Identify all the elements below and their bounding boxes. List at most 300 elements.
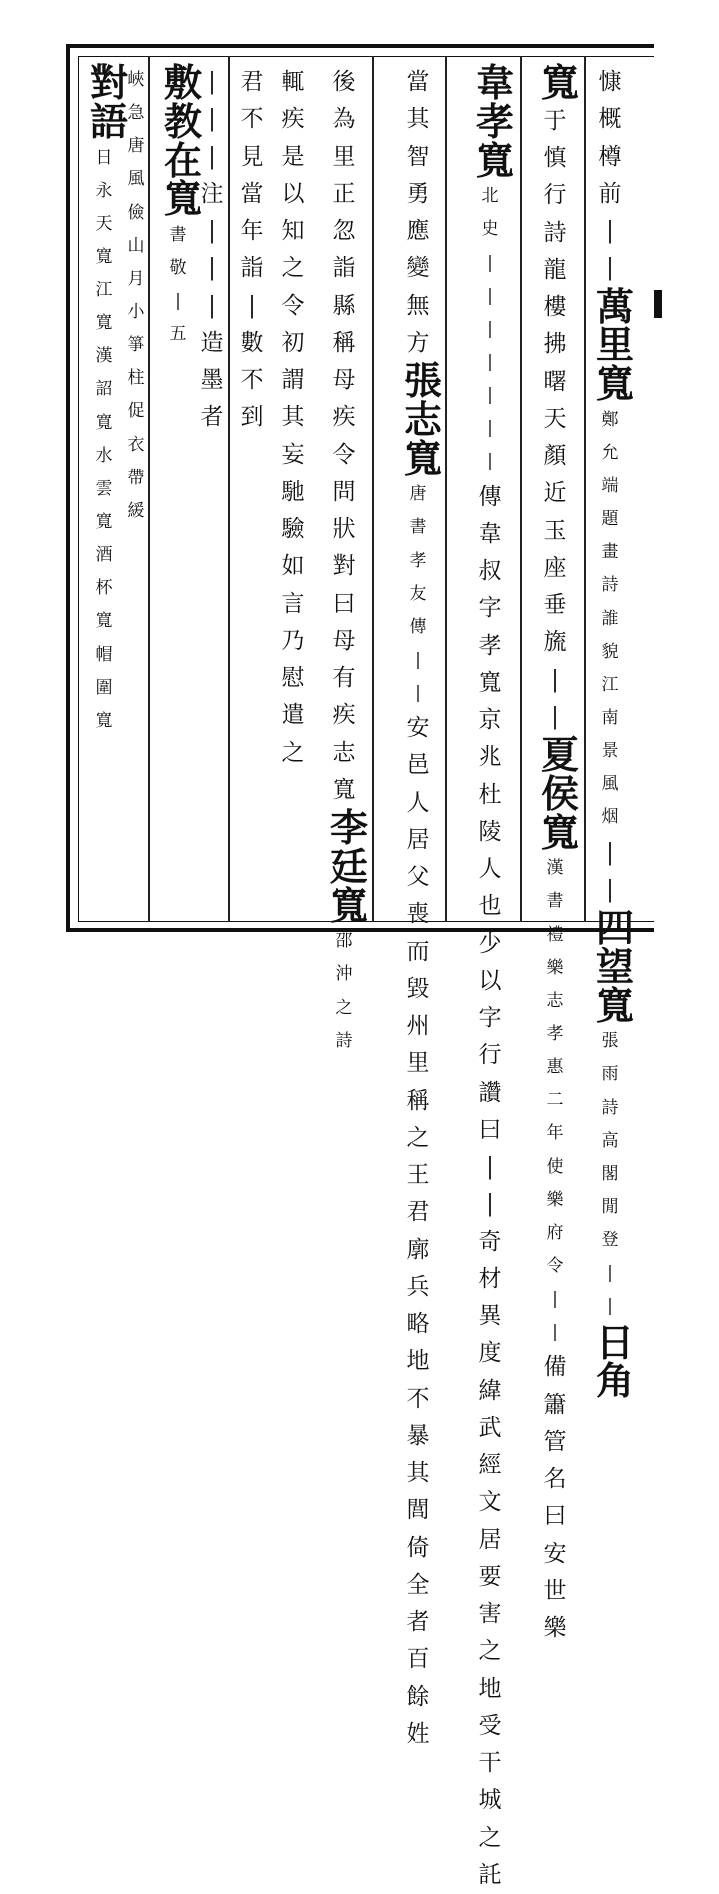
glyph: 世 <box>543 1577 567 1604</box>
glyph: 如 <box>281 553 305 580</box>
glyph: 孝 <box>546 1023 564 1044</box>
headword <box>90 60 129 144</box>
glyph: 廷 <box>330 843 369 889</box>
body-text <box>476 479 504 1894</box>
glyph: 日 <box>596 1319 635 1365</box>
glyph: 邑 <box>406 752 430 779</box>
glyph: 居 <box>406 826 430 853</box>
glyph: 應 <box>406 218 430 244</box>
glyph: 管 <box>543 1428 567 1455</box>
glyph: 行 <box>543 182 567 209</box>
glyph: 日 <box>95 147 113 168</box>
body-text <box>198 64 226 437</box>
glyph: 字 <box>478 1005 502 1032</box>
glyph: 天 <box>543 405 567 432</box>
glyph: 柱 <box>127 368 145 389</box>
glyph: 居 <box>478 1526 502 1553</box>
glyph: 樓 <box>543 294 567 320</box>
glyph: 寬 <box>476 137 515 183</box>
glyph: 韋 <box>478 520 502 547</box>
glyph: 姓 <box>406 1720 430 1747</box>
glyph: 山 <box>127 235 145 256</box>
glyph: | <box>208 255 216 282</box>
glyph: 讚 <box>478 1079 502 1106</box>
glyph: 叔 <box>478 558 502 585</box>
glyph: 垂 <box>543 592 567 618</box>
glyph: 唐 <box>127 136 145 157</box>
headword <box>164 60 203 222</box>
headword <box>541 60 580 105</box>
glyph: 萬 <box>596 283 635 329</box>
glyph: 水 <box>95 445 113 466</box>
glyph: 敬 <box>169 258 187 279</box>
glyph: 令 <box>332 441 356 468</box>
glyph: 寬 <box>95 246 113 267</box>
annotation <box>476 180 504 478</box>
glyph: | <box>208 106 216 133</box>
glyph: | <box>208 143 216 170</box>
glyph: 名 <box>543 1466 567 1493</box>
glyph: 詩 <box>335 1030 353 1051</box>
fold-mark <box>654 290 662 318</box>
glyph: | <box>487 318 493 339</box>
glyph: 慎 <box>543 145 567 171</box>
glyph: 到 <box>240 404 264 431</box>
glyph: 少 <box>478 930 502 957</box>
glyph: 不 <box>406 1385 430 1412</box>
glyph: 禮 <box>546 924 564 945</box>
text-column <box>238 64 266 437</box>
glyph: 者 <box>406 1609 430 1636</box>
glyph: 傳 <box>478 483 502 510</box>
glyph: 要 <box>478 1563 502 1590</box>
glyph: 端 <box>601 476 619 497</box>
body-text <box>596 835 624 910</box>
annotation <box>596 404 624 835</box>
glyph: 張 <box>404 358 443 403</box>
glyph: 奇 <box>478 1228 502 1255</box>
glyph: 謂 <box>281 367 305 393</box>
glyph: 四 <box>596 905 635 951</box>
glyph: 疾 <box>332 404 356 431</box>
glyph: 畫 <box>601 542 619 563</box>
glyph: 數 <box>240 329 264 356</box>
glyph: 後 <box>332 69 356 95</box>
glyph: 寬 <box>478 669 502 696</box>
glyph: 乃 <box>281 627 305 654</box>
glyph: 倚 <box>406 1534 430 1561</box>
glyph: 志 <box>332 739 356 766</box>
glyph: 詩 <box>601 1097 619 1118</box>
glyph: 書 <box>409 517 427 538</box>
glyph: | <box>415 649 421 670</box>
glyph: 詩 <box>543 219 567 246</box>
glyph: 州 <box>406 1013 430 1040</box>
glyph: | <box>551 703 559 730</box>
glyph: 江 <box>95 280 113 301</box>
glyph: 李 <box>330 805 369 850</box>
glyph: 天 <box>95 213 113 234</box>
glyph: 寬 <box>404 435 443 481</box>
column-rule <box>445 56 447 922</box>
glyph: 言 <box>281 590 305 617</box>
glyph: | <box>487 351 493 372</box>
glyph: 使 <box>546 1156 564 1177</box>
glyph: 緯 <box>478 1377 502 1404</box>
glyph: 寬 <box>596 982 635 1028</box>
glyph: 急 <box>127 103 145 124</box>
glyph: 君 <box>406 1199 430 1226</box>
glyph: 張 <box>601 1031 619 1052</box>
glyph: 其 <box>406 106 430 133</box>
glyph: 其 <box>406 1460 430 1487</box>
glyph: 樂 <box>546 957 564 978</box>
glyph: 允 <box>601 442 619 463</box>
glyph: 對 <box>90 60 129 105</box>
glyph: 角 <box>596 1358 635 1404</box>
glyph: 造 <box>200 329 224 356</box>
glyph: 江 <box>601 674 619 695</box>
glyph: 衣 <box>127 434 145 455</box>
glyph: 志 <box>546 990 564 1011</box>
column-rule <box>584 56 586 922</box>
body-text <box>541 1349 569 1647</box>
glyph: 書 <box>546 891 564 912</box>
glyph: 寬 <box>95 611 113 632</box>
glyph: 初 <box>281 329 305 356</box>
glyph: 兵 <box>406 1273 430 1300</box>
text-column <box>279 64 307 772</box>
glyph: 寬 <box>95 710 113 731</box>
glyph: 邵 <box>335 931 353 952</box>
glyph: 望 <box>596 943 635 989</box>
headword <box>541 732 580 855</box>
glyph: 旒 <box>543 629 567 656</box>
glyph: 史 <box>481 219 499 240</box>
glyph: 地 <box>406 1348 430 1375</box>
annotation <box>541 852 569 1349</box>
glyph: 寬 <box>332 776 356 803</box>
glyph: | <box>487 385 493 406</box>
glyph: 寬 <box>95 412 113 433</box>
glyph: 前 <box>598 180 622 207</box>
glyph: 簫 <box>543 1391 567 1418</box>
glyph: 陵 <box>478 818 502 845</box>
annotation <box>90 142 118 739</box>
headword <box>596 905 635 1028</box>
glyph: 武 <box>478 1414 502 1441</box>
headword <box>404 358 443 481</box>
glyph: 誰 <box>601 608 619 629</box>
column-rule <box>228 56 230 922</box>
glyph: 忽 <box>332 218 356 244</box>
glyph: 寬 <box>596 361 635 406</box>
glyph: 知 <box>281 218 305 244</box>
glyph: 箏 <box>127 335 145 356</box>
glyph: | <box>487 285 493 306</box>
annotation <box>164 219 192 352</box>
glyph: 雨 <box>601 1064 619 1085</box>
glyph: 慷 <box>598 69 622 95</box>
glyph: | <box>487 451 493 472</box>
glyph: 韋 <box>476 60 515 105</box>
glyph: 拂 <box>543 331 567 358</box>
glyph: 為 <box>332 106 356 133</box>
glyph: 年 <box>546 1123 564 1144</box>
glyph: 以 <box>281 180 305 207</box>
glyph: 北 <box>481 186 499 207</box>
glyph: 府 <box>546 1222 564 1243</box>
glyph: 唐 <box>409 484 427 505</box>
glyph: 當 <box>240 180 264 207</box>
glyph: 而 <box>406 938 430 965</box>
glyph: 之 <box>281 739 305 766</box>
glyph: 寬 <box>164 176 203 222</box>
glyph: 之 <box>478 1824 502 1851</box>
glyph: 以 <box>478 967 502 994</box>
glyph: 詔 <box>95 379 113 400</box>
text-column <box>330 64 369 1058</box>
glyph: 是 <box>281 143 305 170</box>
glyph: 詩 <box>601 575 619 596</box>
glyph: 漢 <box>546 858 564 879</box>
glyph: 永 <box>95 180 113 201</box>
glyph: 帽 <box>95 644 113 665</box>
glyph: 儉 <box>127 202 145 223</box>
glyph: 變 <box>406 255 430 282</box>
glyph: 近 <box>543 480 567 507</box>
glyph: 廓 <box>406 1236 430 1263</box>
glyph: 五 <box>169 324 187 345</box>
glyph: 孝 <box>478 632 502 659</box>
glyph: 侯 <box>541 770 580 816</box>
glyph: 促 <box>127 401 145 422</box>
glyph: 材 <box>478 1265 502 1292</box>
body-text <box>404 710 432 1753</box>
glyph: | <box>606 255 614 282</box>
glyph: 樽 <box>598 143 622 170</box>
glyph: 貌 <box>601 641 619 662</box>
glyph: | <box>607 1263 613 1284</box>
glyph: 注 <box>200 180 224 207</box>
glyph: 暴 <box>406 1422 430 1449</box>
glyph: 之 <box>478 1638 502 1665</box>
glyph: 王 <box>406 1162 430 1189</box>
glyph: 異 <box>478 1303 502 1330</box>
text-column <box>476 60 515 1894</box>
annotation <box>404 478 432 710</box>
glyph: 兆 <box>478 744 502 771</box>
glyph: 曰 <box>478 1116 502 1143</box>
glyph: 傳 <box>409 616 427 637</box>
glyph: 智 <box>406 143 430 170</box>
glyph: 小 <box>127 301 145 322</box>
glyph: | <box>486 1154 494 1181</box>
glyph: 餘 <box>406 1683 430 1710</box>
annotation <box>596 1025 624 1323</box>
glyph: 令 <box>546 1255 564 1276</box>
glyph: 字 <box>478 595 502 622</box>
glyph: 受 <box>478 1712 502 1739</box>
glyph: 敷 <box>164 60 203 105</box>
glyph: 當 <box>406 69 430 95</box>
glyph: 問 <box>332 478 356 505</box>
glyph: 鄭 <box>601 409 619 430</box>
glyph: | <box>208 69 216 95</box>
glyph: 全 <box>406 1571 430 1598</box>
column-rule <box>372 56 374 922</box>
glyph: 孝 <box>476 98 515 144</box>
glyph: 寬 <box>541 60 580 105</box>
glyph: 慰 <box>281 665 305 691</box>
text-column <box>404 64 443 1753</box>
glyph: 詣 <box>332 255 356 282</box>
glyph: 人 <box>406 789 430 816</box>
glyph: 文 <box>478 1489 502 1516</box>
glyph: 正 <box>332 180 356 207</box>
column-rule <box>520 56 522 922</box>
glyph: 登 <box>601 1230 619 1251</box>
glyph: 度 <box>478 1340 502 1367</box>
glyph: | <box>552 1289 558 1310</box>
glyph: 遣 <box>281 702 305 729</box>
text-column <box>541 60 580 1647</box>
glyph: 妄 <box>281 441 305 468</box>
glyph: 安 <box>406 715 430 742</box>
glyph: 題 <box>601 509 619 530</box>
glyph: 寬 <box>330 882 369 928</box>
glyph: 顏 <box>543 443 567 469</box>
glyph: 玉 <box>543 517 567 544</box>
glyph: 君 <box>240 69 264 95</box>
glyph: 書 <box>169 225 187 245</box>
annotation <box>330 925 358 1058</box>
glyph: 友 <box>409 583 427 604</box>
glyph: 父 <box>406 864 430 891</box>
glyph: 教 <box>164 98 203 144</box>
glyph: 之 <box>281 255 305 282</box>
glyph: 夏 <box>541 732 580 777</box>
glyph: 寬 <box>541 809 580 855</box>
glyph: 曰 <box>543 1503 567 1530</box>
glyph: | <box>606 876 614 903</box>
glyph: 見 <box>240 143 264 170</box>
glyph: 稱 <box>406 1087 430 1114</box>
glyph: 樂 <box>546 1189 564 1210</box>
glyph: | <box>607 1296 613 1317</box>
glyph: 風 <box>127 169 145 190</box>
glyph: 京 <box>478 707 502 734</box>
glyph: 月 <box>127 268 145 289</box>
glyph: 酒 <box>95 545 113 566</box>
headword <box>596 283 635 406</box>
glyph: 安 <box>543 1540 567 1567</box>
glyph: 對 <box>332 553 356 580</box>
body-text <box>596 213 624 288</box>
glyph: | <box>606 839 614 866</box>
glyph: 圍 <box>95 677 113 698</box>
glyph: 不 <box>240 367 264 393</box>
glyph: 疾 <box>332 702 356 729</box>
glyph: 驗 <box>281 516 305 542</box>
glyph: 之 <box>406 1124 430 1151</box>
glyph: 輒 <box>281 69 305 95</box>
glyph: 惠 <box>546 1057 564 1078</box>
glyph: 高 <box>601 1130 619 1151</box>
glyph: | <box>208 218 216 244</box>
headword <box>476 60 515 183</box>
glyph: 也 <box>478 893 502 920</box>
glyph: 略 <box>406 1311 430 1338</box>
glyph: 概 <box>598 106 622 133</box>
text-column <box>596 64 635 1404</box>
glyph: 喪 <box>406 901 430 928</box>
glyph: | <box>175 291 181 312</box>
glyph: 閒 <box>601 1197 619 1218</box>
glyph: 烟 <box>601 807 619 828</box>
glyph: 峽 <box>127 70 145 90</box>
glyph: 風 <box>601 774 619 795</box>
glyph: 縣 <box>332 292 356 319</box>
glyph: | <box>487 252 493 273</box>
glyph: 疾 <box>281 106 305 133</box>
glyph: 寬 <box>95 313 113 334</box>
glyph: 備 <box>543 1354 567 1381</box>
glyph: 閣 <box>601 1163 619 1184</box>
glyph: | <box>551 666 559 693</box>
glyph: 南 <box>601 708 619 729</box>
glyph: 百 <box>406 1646 430 1673</box>
glyph: 里 <box>406 1050 430 1077</box>
glyph: | <box>208 292 216 319</box>
glyph: 干 <box>478 1750 502 1777</box>
glyph: 其 <box>281 404 305 431</box>
glyph: 狀 <box>332 516 356 542</box>
glyph: 墨 <box>200 367 224 393</box>
glyph: | <box>486 1191 494 1218</box>
body-text <box>596 64 624 213</box>
glyph: 于 <box>543 107 567 134</box>
body-text <box>330 64 358 809</box>
glyph: 有 <box>332 665 356 691</box>
glyph: 杯 <box>95 578 113 599</box>
glyph: 稱 <box>332 329 356 356</box>
glyph: | <box>248 292 256 319</box>
annotation <box>122 64 150 528</box>
glyph: 在 <box>164 137 203 183</box>
body-text <box>238 64 266 437</box>
body-text <box>541 103 569 736</box>
glyph: 寬 <box>95 512 113 533</box>
glyph: 雲 <box>95 478 113 499</box>
glyph: 里 <box>596 322 635 368</box>
text-column <box>198 64 226 437</box>
glyph: 里 <box>332 143 356 170</box>
glyph: 杜 <box>478 781 502 808</box>
glyph: 害 <box>478 1601 502 1628</box>
glyph: | <box>415 683 421 704</box>
text-column <box>122 64 150 528</box>
glyph: 曰 <box>332 590 356 617</box>
glyph: | <box>487 418 493 439</box>
glyph: 託 <box>478 1861 502 1888</box>
text-column <box>164 60 203 352</box>
body-text <box>279 64 307 772</box>
glyph: 景 <box>601 741 619 762</box>
glyph: | <box>552 1322 558 1343</box>
glyph: 孝 <box>409 550 427 571</box>
glyph: 座 <box>543 554 567 581</box>
